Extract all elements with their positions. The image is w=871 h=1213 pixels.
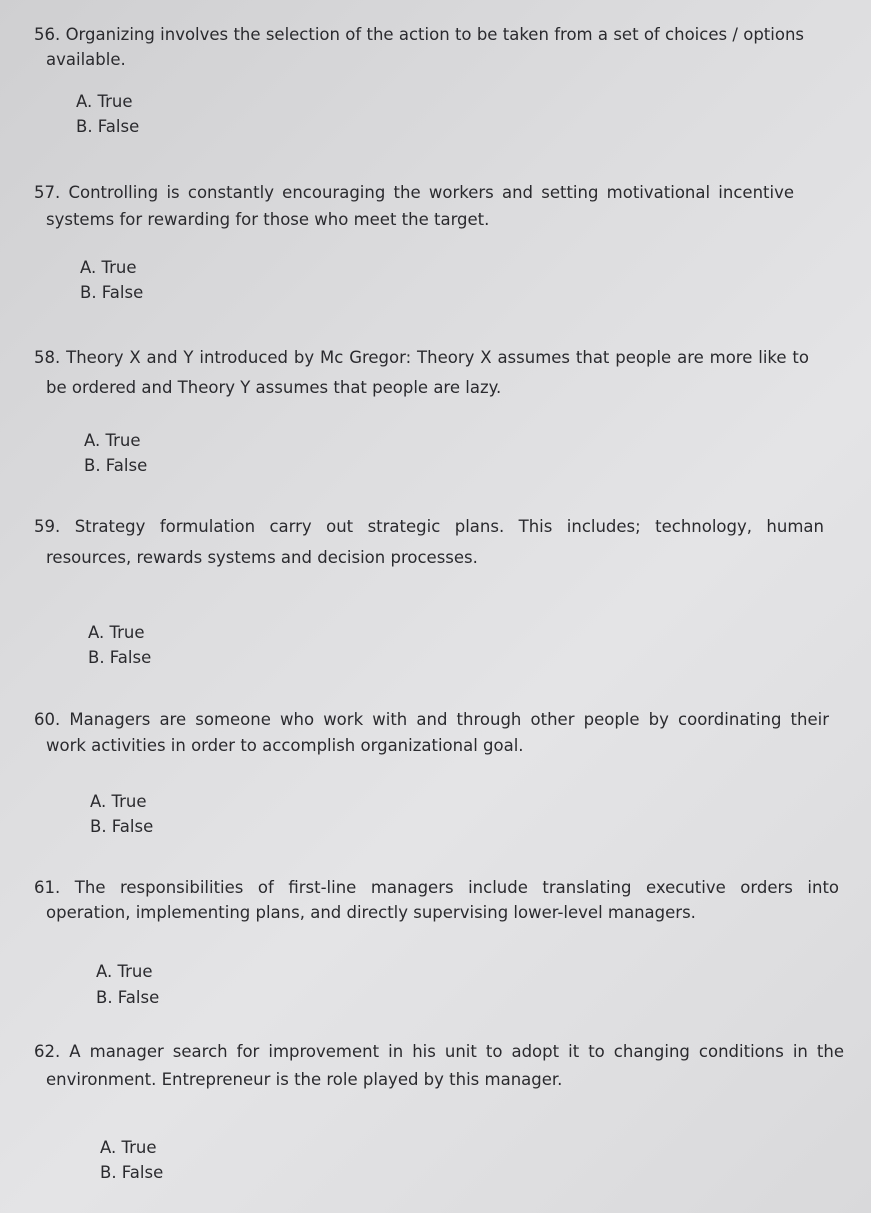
question-text-line (34, 710, 829, 729)
question-number: 60. (34, 710, 61, 729)
option-false[interactable]: B. False (90, 817, 154, 836)
option-false[interactable]: B. False (100, 1163, 164, 1182)
question-text-line: resources, rewards systems and decision processes. (46, 548, 478, 567)
question-number: 61. (34, 878, 61, 897)
question-text-line (34, 1042, 844, 1061)
question-text-line: be ordered and Theory Y assumes that people are lazy. (46, 378, 502, 397)
question-number: 62. (34, 1042, 61, 1061)
question-text-line: systems for rewarding for those who meet the target. (46, 210, 490, 229)
option-false[interactable]: B. False (76, 117, 140, 136)
option-false[interactable]: B. False (96, 988, 160, 1007)
question-text: Organizing involves the selection of the action to be taken from a set of choices / options (65, 25, 805, 44)
question-text-line: environment. Entrepreneur is the role played by this manager. (46, 1070, 563, 1089)
option-false[interactable]: B. False (88, 648, 152, 667)
option-true[interactable]: A. True (90, 792, 147, 811)
question-number: 59. (34, 517, 61, 536)
option-true[interactable]: A. True (88, 623, 145, 642)
question-text: A manager search for improvement in his unit to adopt it to changing conditions in the (69, 1042, 844, 1061)
question-text-line (34, 183, 794, 202)
option-true[interactable]: A. True (100, 1138, 157, 1157)
question-text: The responsibilities of first-line managers include translating executive orders into (74, 878, 840, 897)
question-text: Strategy formulation carry out strategic plans. This includes; technology, human (74, 517, 824, 536)
question-text-line: operation, implementing plans, and directly supervising lower-level managers. (46, 903, 696, 922)
question-number: 57. (34, 183, 61, 202)
question-text-line (34, 517, 824, 536)
question-number: 56. (34, 25, 61, 44)
question-text-line (34, 348, 809, 367)
question-text: Controlling is constantly encouraging the workers and setting motivational incentive (68, 183, 794, 202)
option-true[interactable]: A. True (96, 962, 153, 981)
option-true[interactable]: A. True (80, 258, 137, 277)
option-true[interactable]: A. True (76, 92, 133, 111)
option-false[interactable]: B. False (80, 283, 144, 302)
question-text: Theory X and Y introduced by Mc Gregor: Theory X assumes that people are more like to (66, 348, 809, 367)
question-text-line (34, 25, 804, 44)
question-text: Managers are someone who work with and through other people by coordinating their (69, 710, 829, 729)
option-true[interactable]: A. True (84, 431, 141, 450)
question-text-line: work activities in order to accomplish organizational goal. (46, 736, 524, 755)
question-text-line (34, 878, 839, 897)
option-false[interactable]: B. False (84, 456, 148, 475)
question-number: 58. (34, 348, 61, 367)
question-text-line: available. (46, 50, 126, 69)
